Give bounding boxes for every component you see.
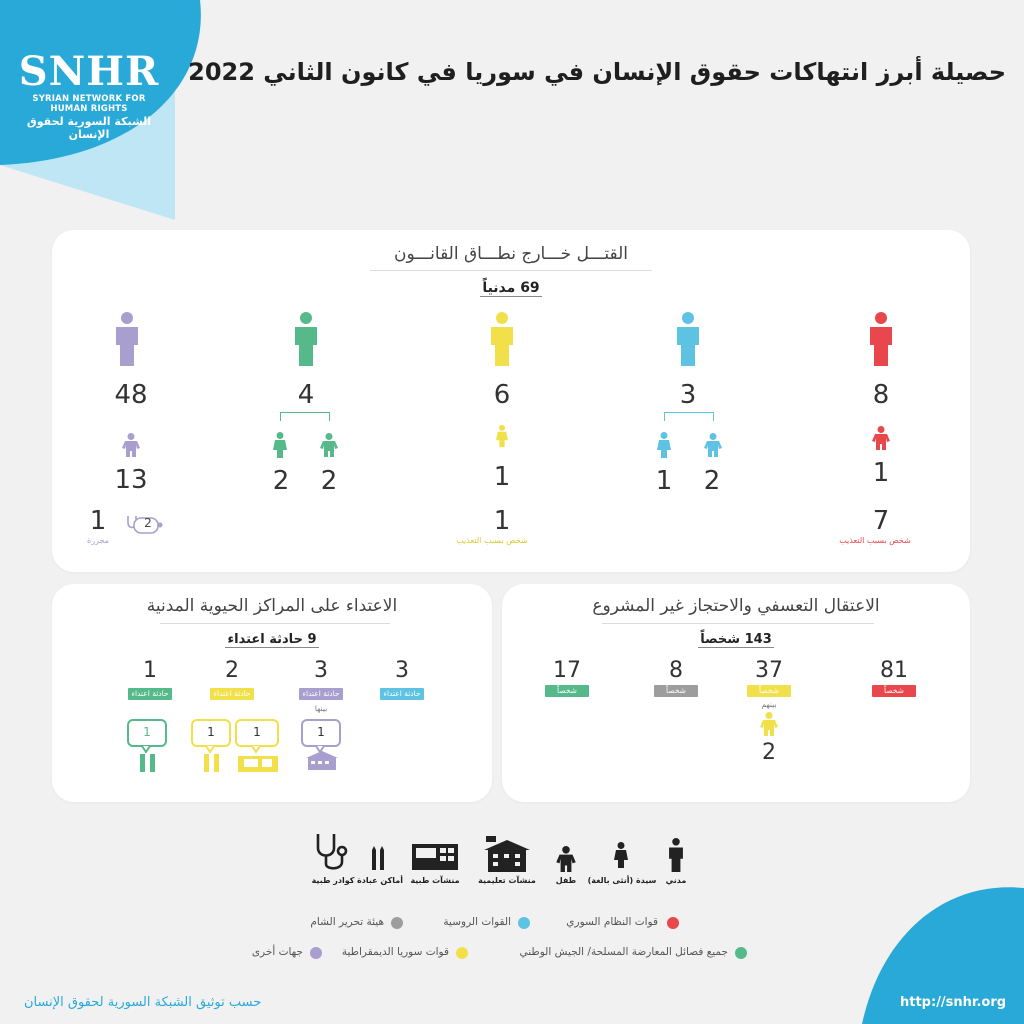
- attacks-sdf-tag: حادثة اعتداء: [210, 688, 254, 700]
- legend-dot-hts: [391, 917, 403, 929]
- detention-title-rule: [602, 623, 874, 624]
- key-medics-label: كوادر طبية: [311, 876, 355, 885]
- stethoscope-key-icon: [314, 832, 352, 872]
- detention-hts-tag: شخصاً: [654, 685, 698, 697]
- detention-hts-value: 8: [669, 658, 683, 683]
- attacks-card: [52, 584, 492, 802]
- legend-dot-others: [310, 947, 322, 959]
- child-icon-russian: [704, 433, 722, 457]
- civilian-key-icon: [669, 838, 683, 872]
- legend-sdf-label: قوات سوريا الديمقراطية: [341, 946, 449, 958]
- website-link[interactable]: http://snhr.org: [900, 995, 1007, 1010]
- child-icon-opposition: [320, 433, 338, 457]
- killing-regime-children: 1: [872, 458, 890, 488]
- legend-dot-russian: [518, 917, 530, 929]
- source-note: حسب توثيق الشبكة السورية لحقوق الإنسان: [24, 995, 262, 1010]
- school-key-icon: [484, 836, 530, 872]
- killing-opposition-children: 2: [320, 466, 338, 496]
- woman-icon-sdf: [496, 423, 508, 449]
- killing-sdf-total: 6: [493, 380, 511, 410]
- killing-title-rule: [370, 270, 652, 271]
- opposition-bracket: [280, 412, 330, 421]
- detention-total: 143 شخصاً: [700, 632, 772, 647]
- legend-hts-label: هيئة تحرير الشام: [310, 916, 384, 928]
- attacks-opposition-worship: 1: [143, 725, 151, 739]
- key-child-label: طفل: [555, 876, 577, 885]
- detention-title: الاعتقال التعسفي والاحتجاز غير المشروع: [592, 596, 880, 616]
- attacks-others-schools: 1: [317, 725, 325, 739]
- attacks-total: 9 حادثة اعتداء: [227, 632, 317, 647]
- attacks-title-rule: [160, 623, 390, 624]
- killing-russian-women: 1: [655, 466, 673, 496]
- civilian-icon-opposition: [295, 312, 317, 366]
- woman-icon-russian: [657, 432, 671, 458]
- snhr-logo: [14, 48, 164, 141]
- civilian-icon-sdf: [491, 312, 513, 366]
- legend-others-label: جهات أخرى: [251, 946, 303, 958]
- legend-regime-label: قوات النظام السوري: [566, 916, 658, 928]
- killing-opposition-women: 2: [272, 466, 290, 496]
- worship-key-icon: [372, 846, 384, 870]
- attacks-sdf-medical: 1: [253, 725, 261, 739]
- attacks-title: الاعتداء على المراكز الحيوية المدنية: [146, 596, 398, 616]
- legend-russian-label: القوات الروسية: [443, 916, 511, 928]
- child-icon-others: [122, 433, 140, 457]
- child-icon-sdf: [760, 712, 778, 736]
- civilian-icon-others: [116, 312, 138, 366]
- attacks-sdf-worship: 1: [207, 725, 215, 739]
- killing-others-massacre: 1: [89, 506, 107, 536]
- woman-icon-opposition: [273, 432, 287, 458]
- massacre-label: مجزرة: [87, 536, 109, 545]
- killing-regime-total: 8: [872, 380, 890, 410]
- detention-regime-tag: شخصاً: [872, 685, 916, 697]
- detention-regime-value: 81: [880, 658, 908, 683]
- woman-key-icon: [614, 838, 628, 872]
- legend-dot-sdf: [456, 947, 468, 959]
- killing-others-medical: 2: [144, 516, 152, 530]
- killing-opposition-total: 4: [297, 380, 315, 410]
- attacks-others-tag: حادثة اعتداء: [299, 688, 343, 700]
- killing-others-children: 13: [114, 465, 148, 495]
- key-civilian-label: مدني: [665, 876, 687, 885]
- legend-opposition-label: جميع فصائل المعارضة المسلحة/ الجيش الوطني: [519, 946, 728, 958]
- civilian-icon-russian: [677, 312, 699, 366]
- detention-sdf-children: 2: [762, 740, 776, 765]
- attacks-opposition-tag: حادثة اعتداء: [128, 688, 172, 700]
- logo-english: SYRIAN NETWORK FOR HUMAN RIGHTS: [32, 94, 146, 114]
- child-icon-regime: [872, 426, 890, 450]
- logo-text: SNHR: [18, 48, 160, 95]
- russian-bracket: [664, 412, 714, 421]
- logo-arabic: الشبكة السورية لحقوق الإنسان: [26, 115, 152, 141]
- detention-sdf-value: 37: [755, 658, 783, 683]
- legend-dot-regime: [667, 917, 679, 929]
- attacks-others-among: بينها: [314, 704, 328, 713]
- killing-regime-torture: 7: [872, 506, 890, 536]
- killing-others-total: 48: [114, 380, 148, 410]
- attacks-opposition-value: 1: [143, 658, 157, 683]
- key-medical-label: منشآت طبية: [410, 876, 460, 885]
- attacks-others-value: 3: [314, 658, 328, 683]
- attacks-russian-tag: حادثة اعتداء: [380, 688, 424, 700]
- sdf-torture-label: شخص بسبب التعذيب: [456, 536, 528, 545]
- attacks-sdf-value: 2: [225, 658, 239, 683]
- medical-facility-key-icon: [412, 844, 458, 870]
- killing-card: [52, 230, 970, 572]
- regime-torture-label: شخص بسبب التعذيب: [839, 536, 911, 545]
- killing-russian-total: 3: [679, 380, 697, 410]
- killing-russian-children: 2: [703, 466, 721, 496]
- killing-total: 69 مدنياً: [482, 280, 540, 296]
- killing-sdf-torture: 1: [493, 506, 511, 536]
- detention-opposition-value: 17: [553, 658, 581, 683]
- page-title: حصيلة أبرز انتهاكات حقوق الإنسان في سوريا في كانون الثاني 2022: [188, 58, 1006, 86]
- key-worship-label: أماكن عبادة: [357, 876, 403, 885]
- detention-sdf-tag: شخصاً: [747, 685, 791, 697]
- detention-sdf-among: بينهم: [761, 700, 777, 709]
- key-woman-label: سيدة (أنثى بالغة): [587, 876, 657, 885]
- attacks-russian-value: 3: [395, 658, 409, 683]
- child-key-icon: [556, 846, 576, 872]
- civilian-icon-regime: [870, 312, 892, 366]
- detention-card: [502, 584, 970, 802]
- legend-dot-opposition: [735, 947, 747, 959]
- detention-opposition-tag: شخصاً: [545, 685, 589, 697]
- killing-title: القتـــل خـــارج نطـــاق القانـــون: [393, 244, 629, 264]
- key-schools-label: منشآت تعليمية: [478, 876, 536, 885]
- killing-sdf-women: 1: [493, 462, 511, 492]
